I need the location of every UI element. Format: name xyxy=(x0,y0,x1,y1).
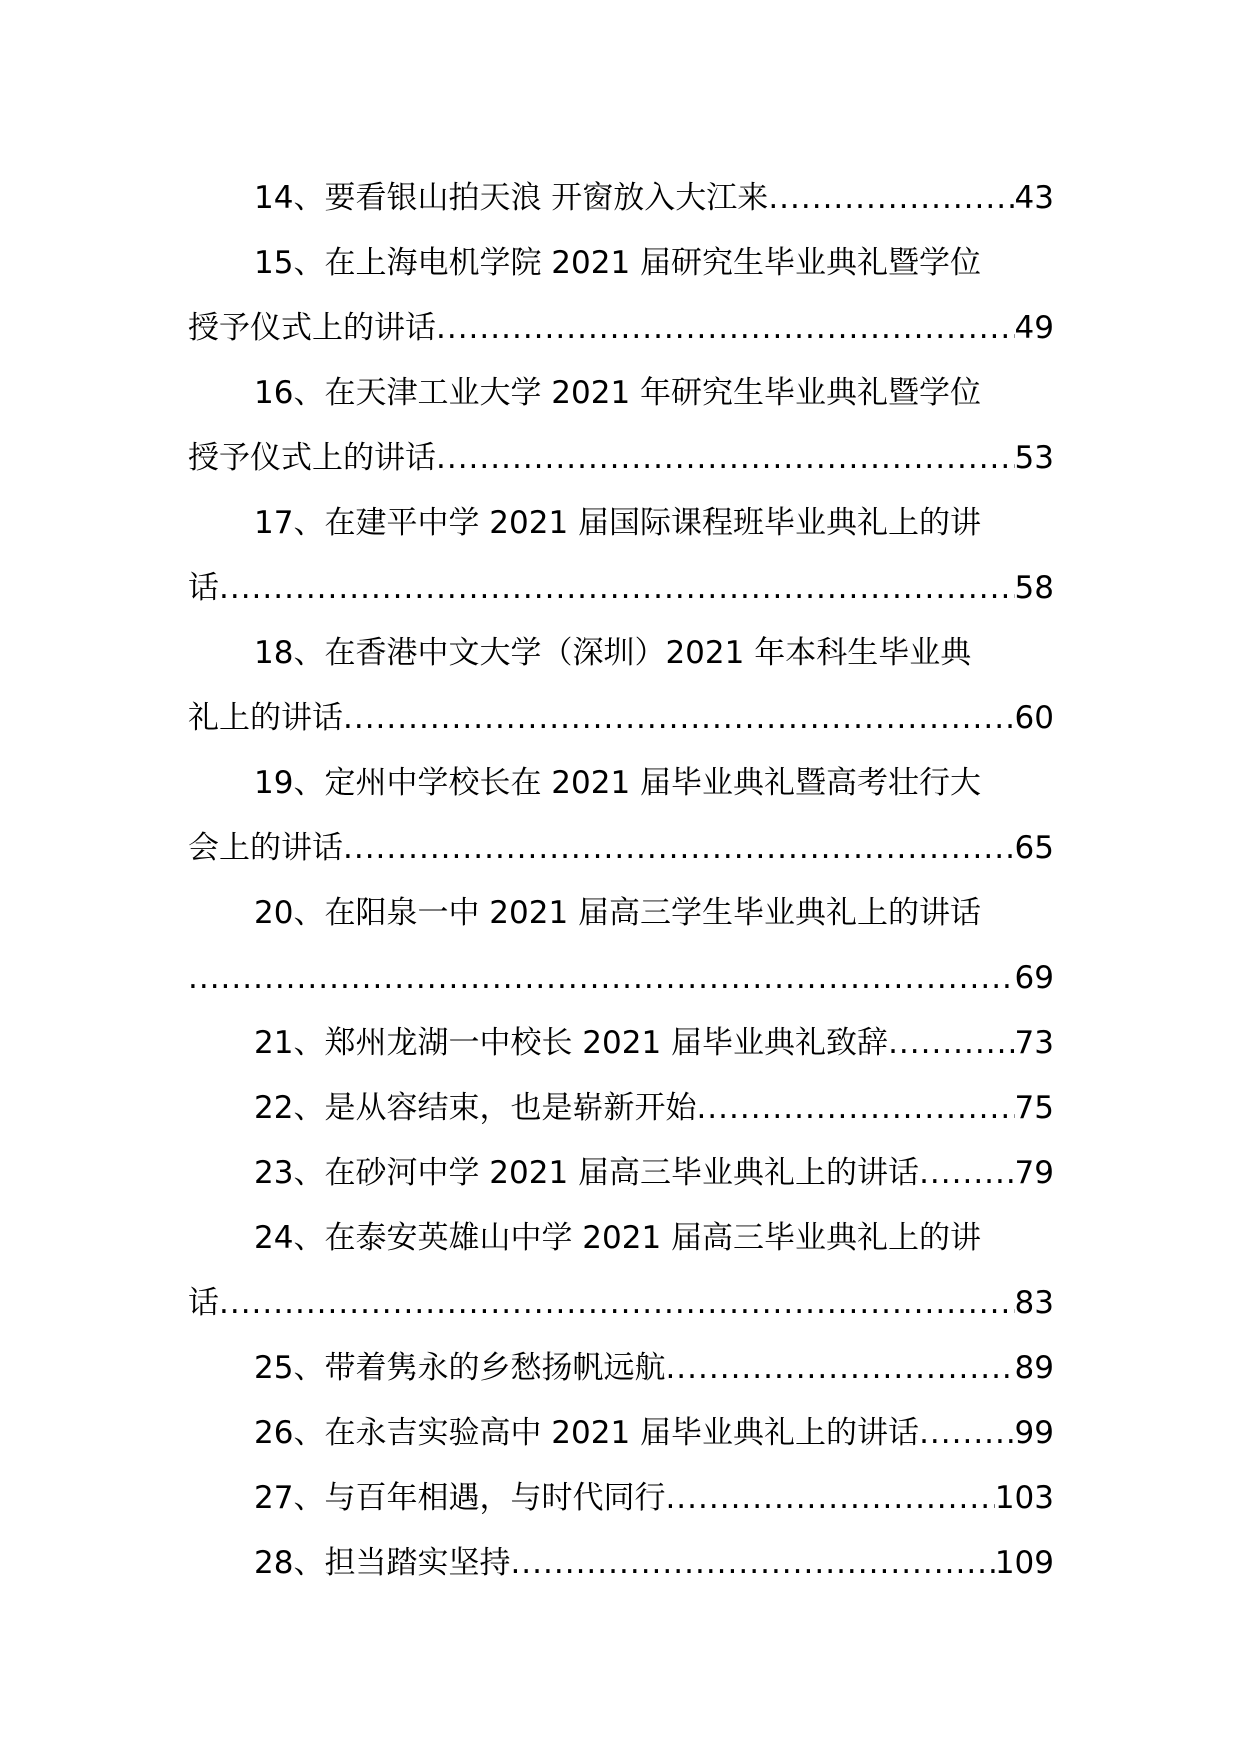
toc-entry-28[interactable] xyxy=(188,1531,1054,1596)
dot-leader xyxy=(343,816,1015,881)
toc-entry-number: 22 xyxy=(254,1090,294,1126)
toc-entry-22[interactable] xyxy=(188,1076,1054,1141)
toc-entry-25[interactable] xyxy=(188,1336,1054,1401)
toc-page-number: 49 xyxy=(1014,310,1054,346)
toc-entry-number: 16 xyxy=(254,375,294,411)
toc-entry-title: 、在阳泉一中 2021 届高三学生毕业典礼上的讲话 xyxy=(293,895,982,931)
toc-entry-title: 、在上海电机学院 2021 届研究生毕业典礼暨学位 xyxy=(293,245,982,281)
toc-page-number: 69 xyxy=(1014,960,1054,996)
toc-entry-number: 24 xyxy=(254,1220,294,1256)
toc-entry-number: 26 xyxy=(254,1415,294,1451)
toc-entry-title-continuation: 话 xyxy=(188,1285,219,1321)
toc-entry-title: 、定州中学校长在 2021 届毕业典礼暨高考壮行大 xyxy=(293,765,982,801)
toc-entry-15[interactable] xyxy=(188,231,1054,296)
toc-entry-title: 、郑州龙湖一中校长 2021 届毕业典礼致辞 xyxy=(293,1025,889,1061)
toc-entry-26[interactable] xyxy=(188,1401,1054,1466)
toc-entry-title: 、是从容结束，也是崭新开始 xyxy=(293,1090,697,1126)
toc-entry-title: 、在天津工业大学 2021 年研究生毕业典礼暨学位 xyxy=(293,375,982,411)
toc-entry-number: 19 xyxy=(254,765,294,801)
toc-page-number: 103 xyxy=(994,1480,1054,1516)
dot-leader xyxy=(888,1011,1014,1076)
toc-entry-title-continuation: 会上的讲话 xyxy=(188,830,343,866)
toc-entry-23[interactable] xyxy=(188,1141,1054,1206)
dot-leader xyxy=(343,686,1015,751)
toc-entry-title-continuation: 授予仪式上的讲话 xyxy=(188,310,436,346)
toc-entry-title-continuation: 礼上的讲话 xyxy=(188,700,343,736)
dot-leader xyxy=(436,296,1015,361)
toc-entry-number: 17 xyxy=(254,505,294,541)
toc-entry-number: 20 xyxy=(254,895,294,931)
toc-page-number: 73 xyxy=(1014,1025,1054,1061)
toc-page-number: 75 xyxy=(1014,1090,1054,1126)
toc-entry-24[interactable] xyxy=(188,1206,1054,1271)
toc-page-number: 53 xyxy=(1014,440,1054,476)
dot-leader xyxy=(768,166,1014,231)
toc-entry-title: 、在建平中学 2021 届国际课程班毕业典礼上的讲 xyxy=(293,505,982,541)
toc-entry-24-continuation[interactable] xyxy=(188,1271,1054,1336)
toc-entry-17[interactable] xyxy=(188,491,1054,556)
toc-entry-20-continuation[interactable] xyxy=(188,946,1054,1011)
toc-page-number: 83 xyxy=(1014,1285,1054,1321)
dot-leader xyxy=(919,1141,1014,1206)
toc-entry-27[interactable] xyxy=(188,1466,1054,1531)
toc-entry-19[interactable] xyxy=(188,751,1054,816)
toc-entry-number: 27 xyxy=(254,1480,294,1516)
toc-entry-number: 23 xyxy=(254,1155,294,1191)
toc-entry-19-continuation[interactable] xyxy=(188,816,1054,881)
toc-entry-title: 、在香港中文大学（深圳）2021 年本科生毕业典 xyxy=(293,635,972,671)
dot-leader xyxy=(219,556,1015,621)
toc-page-number: 65 xyxy=(1014,830,1054,866)
toc-entry-number: 18 xyxy=(254,635,294,671)
toc-page-number: 79 xyxy=(1014,1155,1054,1191)
toc-entry-number: 21 xyxy=(254,1025,294,1061)
toc-entry-21[interactable] xyxy=(188,1011,1054,1076)
dot-leader xyxy=(665,1336,1014,1401)
toc-page-number: 99 xyxy=(1014,1415,1054,1451)
toc-entry-title: 、在泰安英雄山中学 2021 届高三毕业典礼上的讲 xyxy=(293,1220,982,1256)
toc-page-number: 89 xyxy=(1014,1350,1054,1386)
toc-entry-title: 、担当踏实坚持 xyxy=(293,1545,511,1581)
toc-entry-18-continuation[interactable] xyxy=(188,686,1054,751)
toc-page-number: 60 xyxy=(1014,700,1054,736)
toc-entry-15-continuation[interactable] xyxy=(188,296,1054,361)
toc-entry-title-continuation: 授予仪式上的讲话 xyxy=(188,440,436,476)
toc-entry-number: 14 xyxy=(254,180,294,216)
dot-leader xyxy=(436,426,1015,491)
dot-leader xyxy=(510,1531,994,1596)
dot-leader xyxy=(696,1076,1014,1141)
toc-entry-number: 25 xyxy=(254,1350,294,1386)
toc-entry-20[interactable] xyxy=(188,881,1054,946)
toc-entry-18[interactable] xyxy=(188,621,1054,686)
table-of-contents xyxy=(188,166,1054,1596)
toc-entry-17-continuation[interactable] xyxy=(188,556,1054,621)
dot-leader xyxy=(919,1401,1014,1466)
dot-leader xyxy=(188,946,1015,1011)
toc-entry-title: 、要看银山拍天浪 开窗放入大江来 xyxy=(293,180,769,216)
toc-entry-title: 、在永吉实验高中 2021 届毕业典礼上的讲话 xyxy=(293,1415,920,1451)
toc-page-number: 58 xyxy=(1014,570,1054,606)
toc-page-number: 43 xyxy=(1014,180,1054,216)
toc-entry-14[interactable] xyxy=(188,166,1054,231)
toc-entry-number: 28 xyxy=(254,1545,294,1581)
dot-leader xyxy=(665,1466,994,1531)
toc-entry-title: 、在砂河中学 2021 届高三毕业典礼上的讲话 xyxy=(293,1155,920,1191)
toc-entry-number: 15 xyxy=(254,245,294,281)
toc-entry-16[interactable] xyxy=(188,361,1054,426)
toc-entry-title: 、与百年相遇，与时代同行 xyxy=(293,1480,666,1516)
toc-entry-title-continuation: 话 xyxy=(188,570,219,606)
dot-leader xyxy=(219,1271,1015,1336)
toc-entry-16-continuation[interactable] xyxy=(188,426,1054,491)
toc-entry-title: 、带着隽永的乡愁扬帆远航 xyxy=(293,1350,666,1386)
toc-page-number: 109 xyxy=(994,1545,1054,1581)
